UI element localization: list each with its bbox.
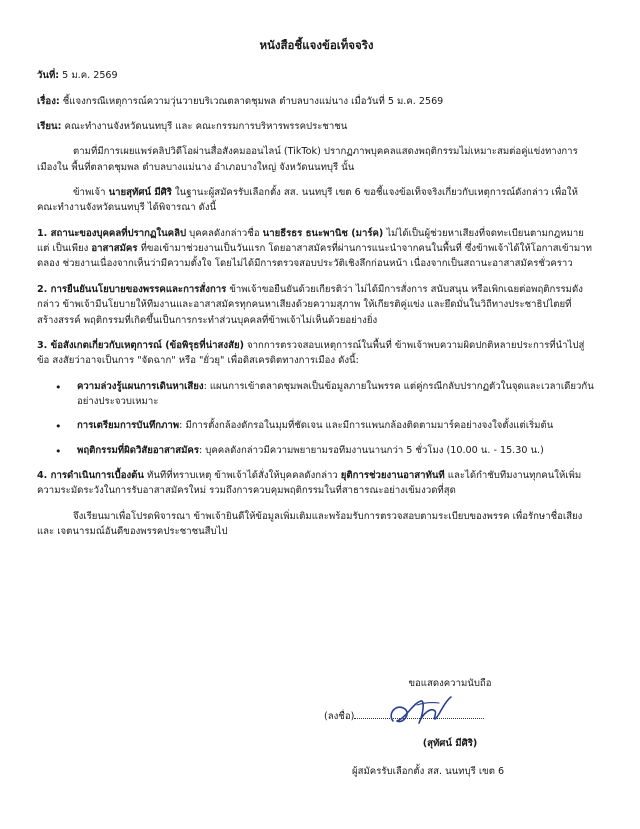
date-line [37, 68, 596, 83]
candidate-name: นายสุทัศน์ มีศิริ [108, 187, 172, 199]
date-label: วันที่: [37, 70, 60, 82]
volunteer-name: นายธีรธร ธนะพานิช (มาร์ค) [262, 227, 384, 239]
subject-label: เรื่อง: [37, 95, 60, 107]
closing-paragraph: จึงเรียนมาเพื่อโปรดพิจารณา ข้าพเจ้ายินดีให้ข้อมูลเพิ่มเติมและพร้อมรับการตรวจสอบตามระเบียบของพรรค เพื่อรักษาชื่อเสียงและ เจตนารมณ์อันดีของพรรคประชาชนสืบไป [37, 510, 583, 537]
section-4-heading: 4. การดำเนินการเบื้องต้น [37, 469, 144, 481]
section-1-heading: 1. สถานะของบุคคลที่ปรากฏในคลิป [37, 227, 187, 239]
subject-value: ชี้แจงกรณีเหตุการณ์ความวุ่นวายบริเวณตลาดชุมพล ตำบลบางแม่นาง เมื่อวันที่ 5 ม.ค. 2569 [62, 95, 444, 107]
recipient-label: เรียน: [37, 121, 62, 133]
section-4-emphasis: ยุติการช่วยงานอาสาทันที [340, 469, 445, 481]
bullet-text: : แผนการเข้าตลาดชุมพลเป็นข้อมูลภายในพรรค แต่คู่กรณีกลับปรากฏตัวในจุดและเวลาเดียวกัน อย่างประจวบเหมาะ [77, 380, 594, 407]
section-2-text: ข้าพเจ้าขอยืนยันด้วยเกียรติว่า ไม่ได้มีการสั่งการ สนับสนุน หรือเพิกเฉยต่อพฤติกรรมดังกล่าว ข้าพเจ้ามีนโยบายให้ทีมงานและอาสาสมัครทุกคนหาเสียงด้วยความสุภาพ ให้เกียรติคู่แข่ง และยึดมั่นในวิถีทางประชาธิปไตยที่สร้างสรรค์ พฤติกรรมที่เกิดขึ้นเป็นการกระทำส่วนบุคคลที่ข้าพเจ้าไม่เห็นด้วยอย่างยิ่ง [37, 283, 583, 326]
bullet-label: การเตรียมการบันทึกภาพ [77, 420, 180, 432]
section-3-heading: 3. ข้อสังเกตเกี่ยวกับเหตุการณ์ (ข้อพิรุธที่น่าสงสัย) [37, 339, 244, 351]
list-item [77, 418, 596, 433]
section-3 [37, 338, 596, 369]
bullet-text: : บุคคลดังกล่าวมีความพยายามรอทีมงานนานกว่า 5 ชั่วโมง (10.00 น. - 15.30 น.) [198, 444, 544, 456]
bullet-label: ความล่วงรู้แผนการเดินหาเสียง [77, 380, 204, 392]
section-1-text-c: ที่ขอเข้ามาช่วยงานเป็นวันแรก โดยอาสาสมัครที่ผ่านการแนะนำจากคนในพื้นที่ ซึ่งข้าพเจ้าได้ให้โอกาสเข้ามาทดลอง ช่วยงานเนื่องจากเห็นว่ามีความตั้งใจ โดยไม่ได้มีการตรวจสอบประวัติเชิงลึกก่อนหน้า เนื่องจากเป็นสถานะอาสาสมัครชั่วคราว [37, 243, 592, 270]
intro-paragraph: ตามที่มีการเผยแพร่คลิปวิดีโอผ่านสื่อสังคมออนไลน์ (TikTok) ปรากฏภาพบุคคลแสดงพฤติกรรมไม่เหมาะสมต่อคู่แข่งทางการเมืองใน พื้นที่ตลาดชุมพล ตำบลบางแม่นาง อำเภอบางใหญ่ จังหวัดนนทบุรี นั้น [37, 146, 578, 173]
section-1-text-a: บุคคลดังกล่าวชื่อ [186, 227, 263, 239]
section-3-text: จากการตรวจสอบเหตุการณ์ในพื้นที่ ข้าพเจ้าพบความผิดปกติหลายประการที่นำไปสู่ข้อ สงสัยว่าอาจเป็นการ "จัดฉาก" หรือ "ยั่วยุ" เพื่อดิสเครดิตทางการเมือง ดังนี้: [37, 339, 585, 367]
section-4-text-b: และได้กำชับทีมงานทุกคนให้เพิ่ม ความระมัดระวังในการรับอาสาสมัครใหม่ รวมถึงการควบคุมพฤติกรรมในที่สาธารณะอย่างเข้มงวดที่สุด [37, 469, 582, 497]
bullet-label: พฤติกรรมที่ผิดวิสัยอาสาสมัคร [77, 444, 199, 456]
section-4 [37, 468, 596, 499]
observation-list [37, 379, 596, 458]
signer-position: ผู้สมัครรับเลือกตั้ง สส. นนทบุรี เขต 6 [352, 766, 505, 777]
statement-paragraph [37, 185, 596, 216]
section-4-text-a: ทันทีที่ทราบเหตุ ข้าพเจ้าได้สั่งให้บุคคลดังกล่าว [143, 469, 341, 481]
section-2-heading: 2. การยืนยันนโยบายของพรรคและการสั่งการ [37, 283, 227, 295]
section-1 [37, 226, 596, 272]
document-title: หนังสือชี้แจงข้อเท็จจริง [259, 38, 374, 52]
list-item [77, 443, 596, 458]
statement-pre: ข้าพเจ้า [73, 187, 109, 199]
recipient-line [37, 119, 596, 134]
section-1-text-b: ไม่ได้เป็นผู้ช่วยหาเสียงที่จดทะเบียนตามกฎหมาย แต่ เป็นเพียง [37, 227, 584, 255]
bullet-text: : มีการตั้งกล้องดักรอในมุมที่ชัดเจน และมีการแพนกล้องติดตามมาร์คอย่างจงใจตั้งแต่เริ่มต้น [179, 420, 554, 432]
statement-post: ในฐานะผู้สมัครรับเลือกตั้ง สส. นนทบุรี เขต 6 ขอชี้แจงข้อเท็จจริงเกี่ยวกับเหตุการณ์ดังกล่าว เพื่อให้ คณะทำงานจังหวัดนนทบุรี ได้พิจารณา ดังนี้ [37, 187, 578, 214]
section-2 [37, 282, 596, 328]
subject-line [37, 94, 596, 109]
recipient-value: คณะทำงานจังหวัดนนทบุรี และ คณะกรรมการบริหารพรรคประชาชน [64, 121, 348, 133]
list-item [77, 379, 596, 410]
complimentary-close: ขอแสดงความนับถือ [408, 678, 492, 689]
sign-label: (ลงชื่อ) [324, 711, 355, 722]
handwritten-signature [383, 691, 455, 731]
signer-name: (สุทัศน์ มีศิริ) [422, 738, 478, 749]
volunteer-role: อาสาสมัคร [91, 243, 138, 255]
date-value: 5 ม.ค. 2569 [62, 70, 118, 82]
